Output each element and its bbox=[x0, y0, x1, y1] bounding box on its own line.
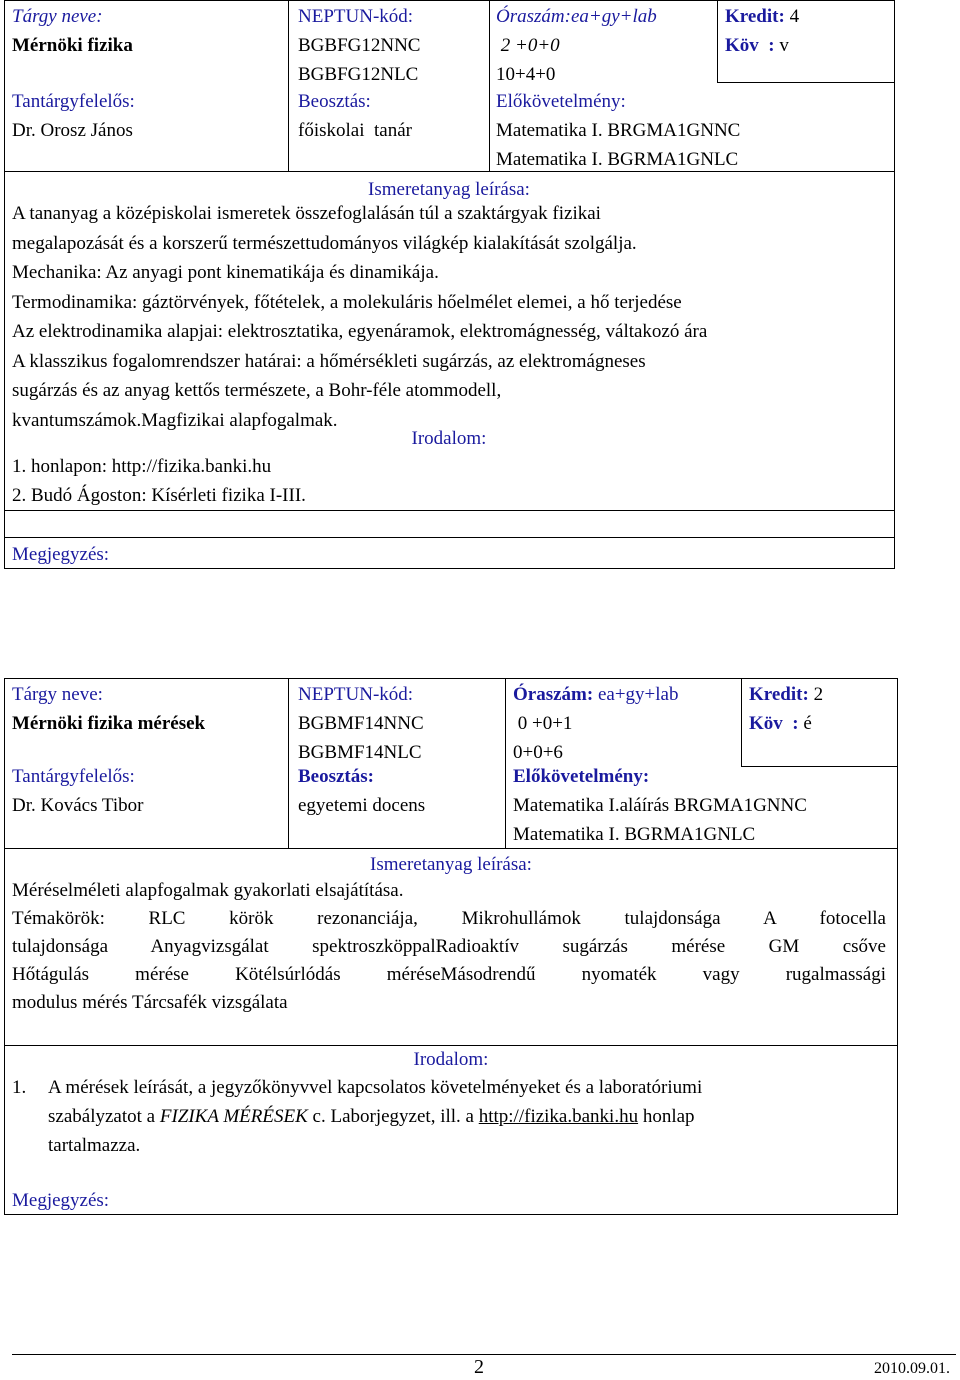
description-line: Hőtágulás mérése Kötélsúrlódás méréseMásodrendű nyomaték vagy rugalmassági bbox=[12, 964, 886, 985]
position-label: Beosztás: bbox=[298, 91, 371, 112]
neptun-label: NEPTUN-kód: bbox=[298, 684, 414, 705]
credit-value: 4 bbox=[784, 6, 800, 27]
neptun-code: BGBMF14NLC bbox=[298, 742, 422, 763]
prereq-value: Matematika I. BRGMA1GNNC bbox=[496, 120, 741, 141]
hours-label: Óraszám:ea+gy+lab bbox=[496, 6, 657, 27]
hours-value: 0 +0+1 bbox=[513, 713, 573, 734]
neptun-label: NEPTUN-kód: bbox=[298, 6, 414, 27]
note-label: Megjegyzés: bbox=[12, 1190, 110, 1211]
literature-line: A mérések leírását, a jegyzőkönyvvel kapcsolatos követelményeket és a laboratóriumi bbox=[48, 1077, 703, 1098]
description-line: megalapozását és a korszerű természettudományos világkép kialakítását szolgálja. bbox=[12, 232, 637, 254]
responsible-label: Tantárgyfelelős: bbox=[12, 91, 135, 112]
credit-value: 2 bbox=[808, 684, 824, 705]
prereq-value: Matematika I. BGRMA1GNLC bbox=[513, 824, 756, 845]
neptun-block bbox=[298, 680, 424, 767]
prereq-label: Előkövetelmény: bbox=[496, 91, 626, 112]
literature-line: tartalmazza. bbox=[48, 1135, 141, 1156]
responsible-label: Tantárgyfelelős: bbox=[12, 766, 135, 787]
literature-item: 2. Budó Ágoston: Kísérleti fizika I-III. bbox=[12, 485, 306, 506]
subject-block bbox=[12, 2, 133, 60]
footer-date: 2010.09.01. bbox=[874, 1360, 950, 1377]
kov-label: Köv : bbox=[725, 35, 775, 56]
literature-text: honlap bbox=[638, 1106, 695, 1127]
subject-label: Tárgy neve: bbox=[12, 684, 103, 705]
prereq-value: Matematika I.aláírás BRGMA1GNNC bbox=[513, 795, 807, 816]
description-text bbox=[12, 199, 892, 435]
literature-text: szabályzatot a bbox=[48, 1106, 160, 1127]
description-header: Ismeretanyag leírása: bbox=[368, 179, 530, 200]
literature-number: 1. bbox=[12, 1077, 27, 1098]
kov-value: v bbox=[774, 35, 789, 56]
description-header: Ismeretanyag leírása: bbox=[370, 854, 532, 875]
neptun-code: BGBMF14NNC bbox=[298, 713, 424, 734]
literature-list bbox=[12, 452, 306, 510]
description-line: Termodinamika: gáztörvények, főtételek, a molekuláris hőelmélet elemei, a hő terjedése bbox=[12, 291, 682, 313]
literature-text: c. Laborjegyzet, ill. a bbox=[307, 1106, 479, 1127]
position-value: egyetemi docens bbox=[298, 795, 426, 816]
page-number: 2 bbox=[474, 1356, 484, 1378]
responsible-name: Dr. Orosz János bbox=[12, 120, 133, 141]
hours-block bbox=[496, 2, 657, 89]
position-value: főiskolai tanár bbox=[298, 120, 412, 141]
literature-item: 1. honlapon: http://fizika.banki.hu bbox=[12, 456, 272, 477]
description-line: Méréselméleti alapfogalmak gyakorlati elsajátítása. bbox=[12, 880, 404, 901]
neptun-code: BGBFG12NNC bbox=[298, 35, 421, 56]
description-line: modulus mérés Tárcsafék vizsgálata bbox=[12, 992, 288, 1013]
literature-item bbox=[48, 1073, 898, 1160]
prereq-block bbox=[513, 762, 807, 849]
hours-block bbox=[513, 680, 678, 767]
note-label: Megjegyzés: bbox=[12, 544, 110, 565]
responsible-block bbox=[12, 762, 143, 820]
description-line: A klasszikus fogalomrendszer határai: a hőmérsékleti sugárzás, az elektromágneses bbox=[12, 350, 646, 372]
subject-block bbox=[12, 680, 205, 738]
literature-header: Irodalom: bbox=[413, 1049, 489, 1070]
description-line: sugárzás és az anyag kettős természete, a Bohr-féle atommodell, bbox=[12, 380, 502, 401]
credit-block bbox=[749, 680, 823, 738]
hours-label: Óraszám: bbox=[513, 684, 594, 705]
credit-block bbox=[725, 2, 799, 60]
hours-value: 10+4+0 bbox=[496, 64, 556, 85]
literature-line bbox=[48, 1102, 898, 1131]
credit-label: Kredit: bbox=[725, 6, 785, 27]
position-label: Beosztás: bbox=[298, 766, 374, 787]
neptun-code: BGBFG12NLC bbox=[298, 64, 419, 85]
hours-value: 2 +0+0 bbox=[496, 35, 560, 56]
responsible-name: Dr. Kovács Tibor bbox=[12, 795, 144, 816]
subject-label: Tárgy neve: bbox=[12, 6, 103, 27]
responsible-block bbox=[12, 87, 135, 145]
kov-value: é bbox=[798, 713, 812, 734]
credit-label: Kredit: bbox=[749, 684, 809, 705]
description-line: Az elektrodinamika alapjai: elektrosztatika, egyenáramok, elektromágnesség, váltakozó ára bbox=[12, 321, 708, 342]
description-line: Témakörök: RLC körök rezonanciája, Mikrohullámok tulajdonsága A fotocella bbox=[12, 908, 886, 929]
neptun-block bbox=[298, 2, 420, 89]
subject-name: Mérnöki fizika bbox=[12, 35, 133, 56]
description-line: A tananyag a középiskolai ismeretek összefoglalásán túl a szaktárgyak fizikai bbox=[12, 203, 601, 224]
hours-value: 0+0+6 bbox=[513, 742, 563, 763]
website-link[interactable]: http://fizika.banki.hu bbox=[478, 1106, 639, 1127]
description-text bbox=[12, 877, 886, 1017]
subject-name: Mérnöki fizika mérések bbox=[12, 713, 206, 734]
description-line: Mechanika: Az anyagi pont kinematikája és dinamikája. bbox=[12, 262, 439, 283]
description-line: tulajdonsága Anyagvizsgálat spektroszköppalRadioaktív sugárzás mérése GM csőve bbox=[12, 936, 886, 957]
prereq-value: Matematika I. BGRMA1GNLC bbox=[496, 149, 739, 170]
position-block bbox=[298, 762, 425, 820]
hours-label-rest: ea+gy+lab bbox=[593, 684, 679, 705]
literature-header: Irodalom: bbox=[411, 428, 487, 449]
description-line: kvantumszámok.Magfizikai alapfogalmak. bbox=[12, 409, 338, 431]
literature-title: FIZIKA MÉRÉSEK bbox=[159, 1106, 308, 1127]
prereq-block bbox=[496, 87, 740, 174]
position-block bbox=[298, 87, 412, 145]
prereq-label: Előkövetelmény: bbox=[513, 766, 650, 787]
kov-label: Köv : bbox=[749, 713, 799, 734]
